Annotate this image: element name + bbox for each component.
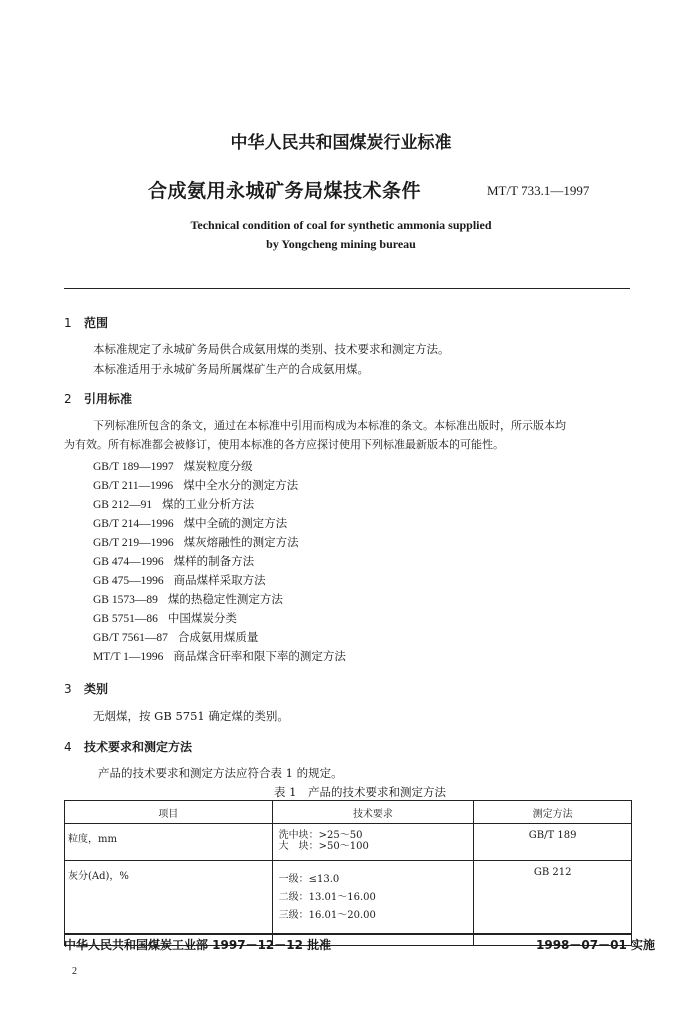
reference-item [93,534,299,550]
reference-code: MT/T 1—1996 [93,651,164,663]
reference-title: 合成氨用煤质量 [177,630,259,644]
spec-table [64,800,632,946]
table-row [65,824,632,861]
footer-divider [64,933,632,935]
reference-title: 中国煤炭分类 [167,611,237,625]
reference-code: GB 212—91 [93,499,153,511]
reference-code: GB/T 189—1997 [93,461,174,473]
reference-title: 煤灰熔融性的测定方法 [183,535,299,549]
section-title: 引用标准 [84,392,133,406]
reference-code: GB 474—1996 [93,556,164,568]
reference-item [93,553,254,569]
table-header-row [65,801,632,824]
cell-item: 灰分(Ad)，% [65,861,273,946]
column-header-requirement: 技术要求 [272,801,474,824]
reference-title: 商品煤含矸率和限下率的测定方法 [173,649,346,663]
section-4-paragraph: 产品的技术要求和测定方法应符合表 1 的规定。 [98,766,343,780]
reference-code: GB 1573—89 [93,594,158,606]
section-3-heading [64,680,108,697]
section-2-heading [64,390,132,407]
reference-item [93,648,346,664]
section-title: 类别 [84,682,109,696]
section-1-paragraph: 本标准规定了永城矿务局供合成氨用煤的类别、技术要求和测定方法。 [93,342,450,356]
approval-line: 中华人民共和国煤炭工业部 1997－12－12 批准 [64,938,332,952]
cell-item: 粒度，mm [65,824,273,861]
reference-code: GB 475—1996 [93,575,164,587]
reference-title: 煤中全水分的测定方法 [183,478,299,492]
reference-title: 煤炭粒度分级 [183,459,253,473]
section-title: 范围 [84,316,109,330]
section-4-heading [64,738,192,755]
section-2-paragraph-line2: 为有效。所有标准都会被修订，使用本标准的各方应探讨使用下列标准最新版本的可能性。 [64,438,504,451]
reference-title: 煤的热稳定性测定方法 [167,592,283,606]
reference-code: GB 5751—86 [93,613,158,625]
section-number: 2 [64,392,72,406]
section-number: 3 [64,682,72,696]
requirement-line: 二级：13.01～16.00 [278,892,376,903]
page-number: 2 [72,966,77,977]
table-caption: 表 1 产品的技术要求和测定方法 [274,785,446,799]
header-divider [64,288,630,289]
standard-title-en-line1: Technical condition of coal for synthetic ammonia supplied [190,218,492,232]
section-1-paragraph: 本标准适用于永城矿务局所属煤矿生产的合成氨用煤。 [93,362,369,376]
reference-title: 煤中全硫的测定方法 [183,516,288,530]
reference-title: 煤的工业分析方法 [162,497,255,511]
requirement-line: 洗中块：>25～50 [278,830,363,841]
reference-item [93,458,253,474]
section-title: 技术要求和测定方法 [84,740,193,754]
requirement-line: 三级：16.01～20.00 [278,910,376,921]
reference-code: GB/T 214—1996 [93,518,174,530]
section-3-paragraph: 无烟煤，按 GB 5751 确定煤的类别。 [93,709,289,723]
standard-code: MT/T 733.1—1997 [487,183,590,198]
section-number: 4 [64,740,72,754]
standard-title-cn: 合成氨用永城矿务局煤技术条件 [148,180,422,202]
reference-item [93,591,283,607]
reference-code: GB/T 211—1996 [93,480,174,492]
reference-title: 煤样的制备方法 [173,554,255,568]
effective-date: 1998－07－01 实施 [536,938,655,952]
cell-method: GB 212 [474,861,632,946]
reference-item [93,496,254,512]
section-2-paragraph-line1: 下列标准所包含的条文，通过在本标准中引用而构成为本标准的条文。本标准出版时，所示版本均 [93,419,566,432]
requirement-line: 大 块：>50～100 [278,841,369,852]
reference-code: GB/T 7561—87 [93,632,168,644]
reference-code: GB/T 219—1996 [93,537,174,549]
standard-title-en-line2: by Yongcheng mining bureau [266,237,416,251]
column-header-item: 项目 [65,801,273,824]
cell-method: GB/T 189 [474,824,632,861]
requirement-line: 一级：≤13.0 [278,874,340,885]
reference-item [93,610,237,626]
reference-title: 商品煤样采取方法 [173,573,266,587]
reference-item [93,515,287,531]
reference-item [93,572,266,588]
column-header-method: 测定方法 [474,801,632,824]
section-number: 1 [64,316,72,330]
cell-requirement [272,824,474,861]
section-1-heading [64,314,108,331]
reference-item [93,629,258,645]
issuing-organization: 中华人民共和国煤炭行业标准 [230,133,452,153]
reference-item [93,477,298,493]
